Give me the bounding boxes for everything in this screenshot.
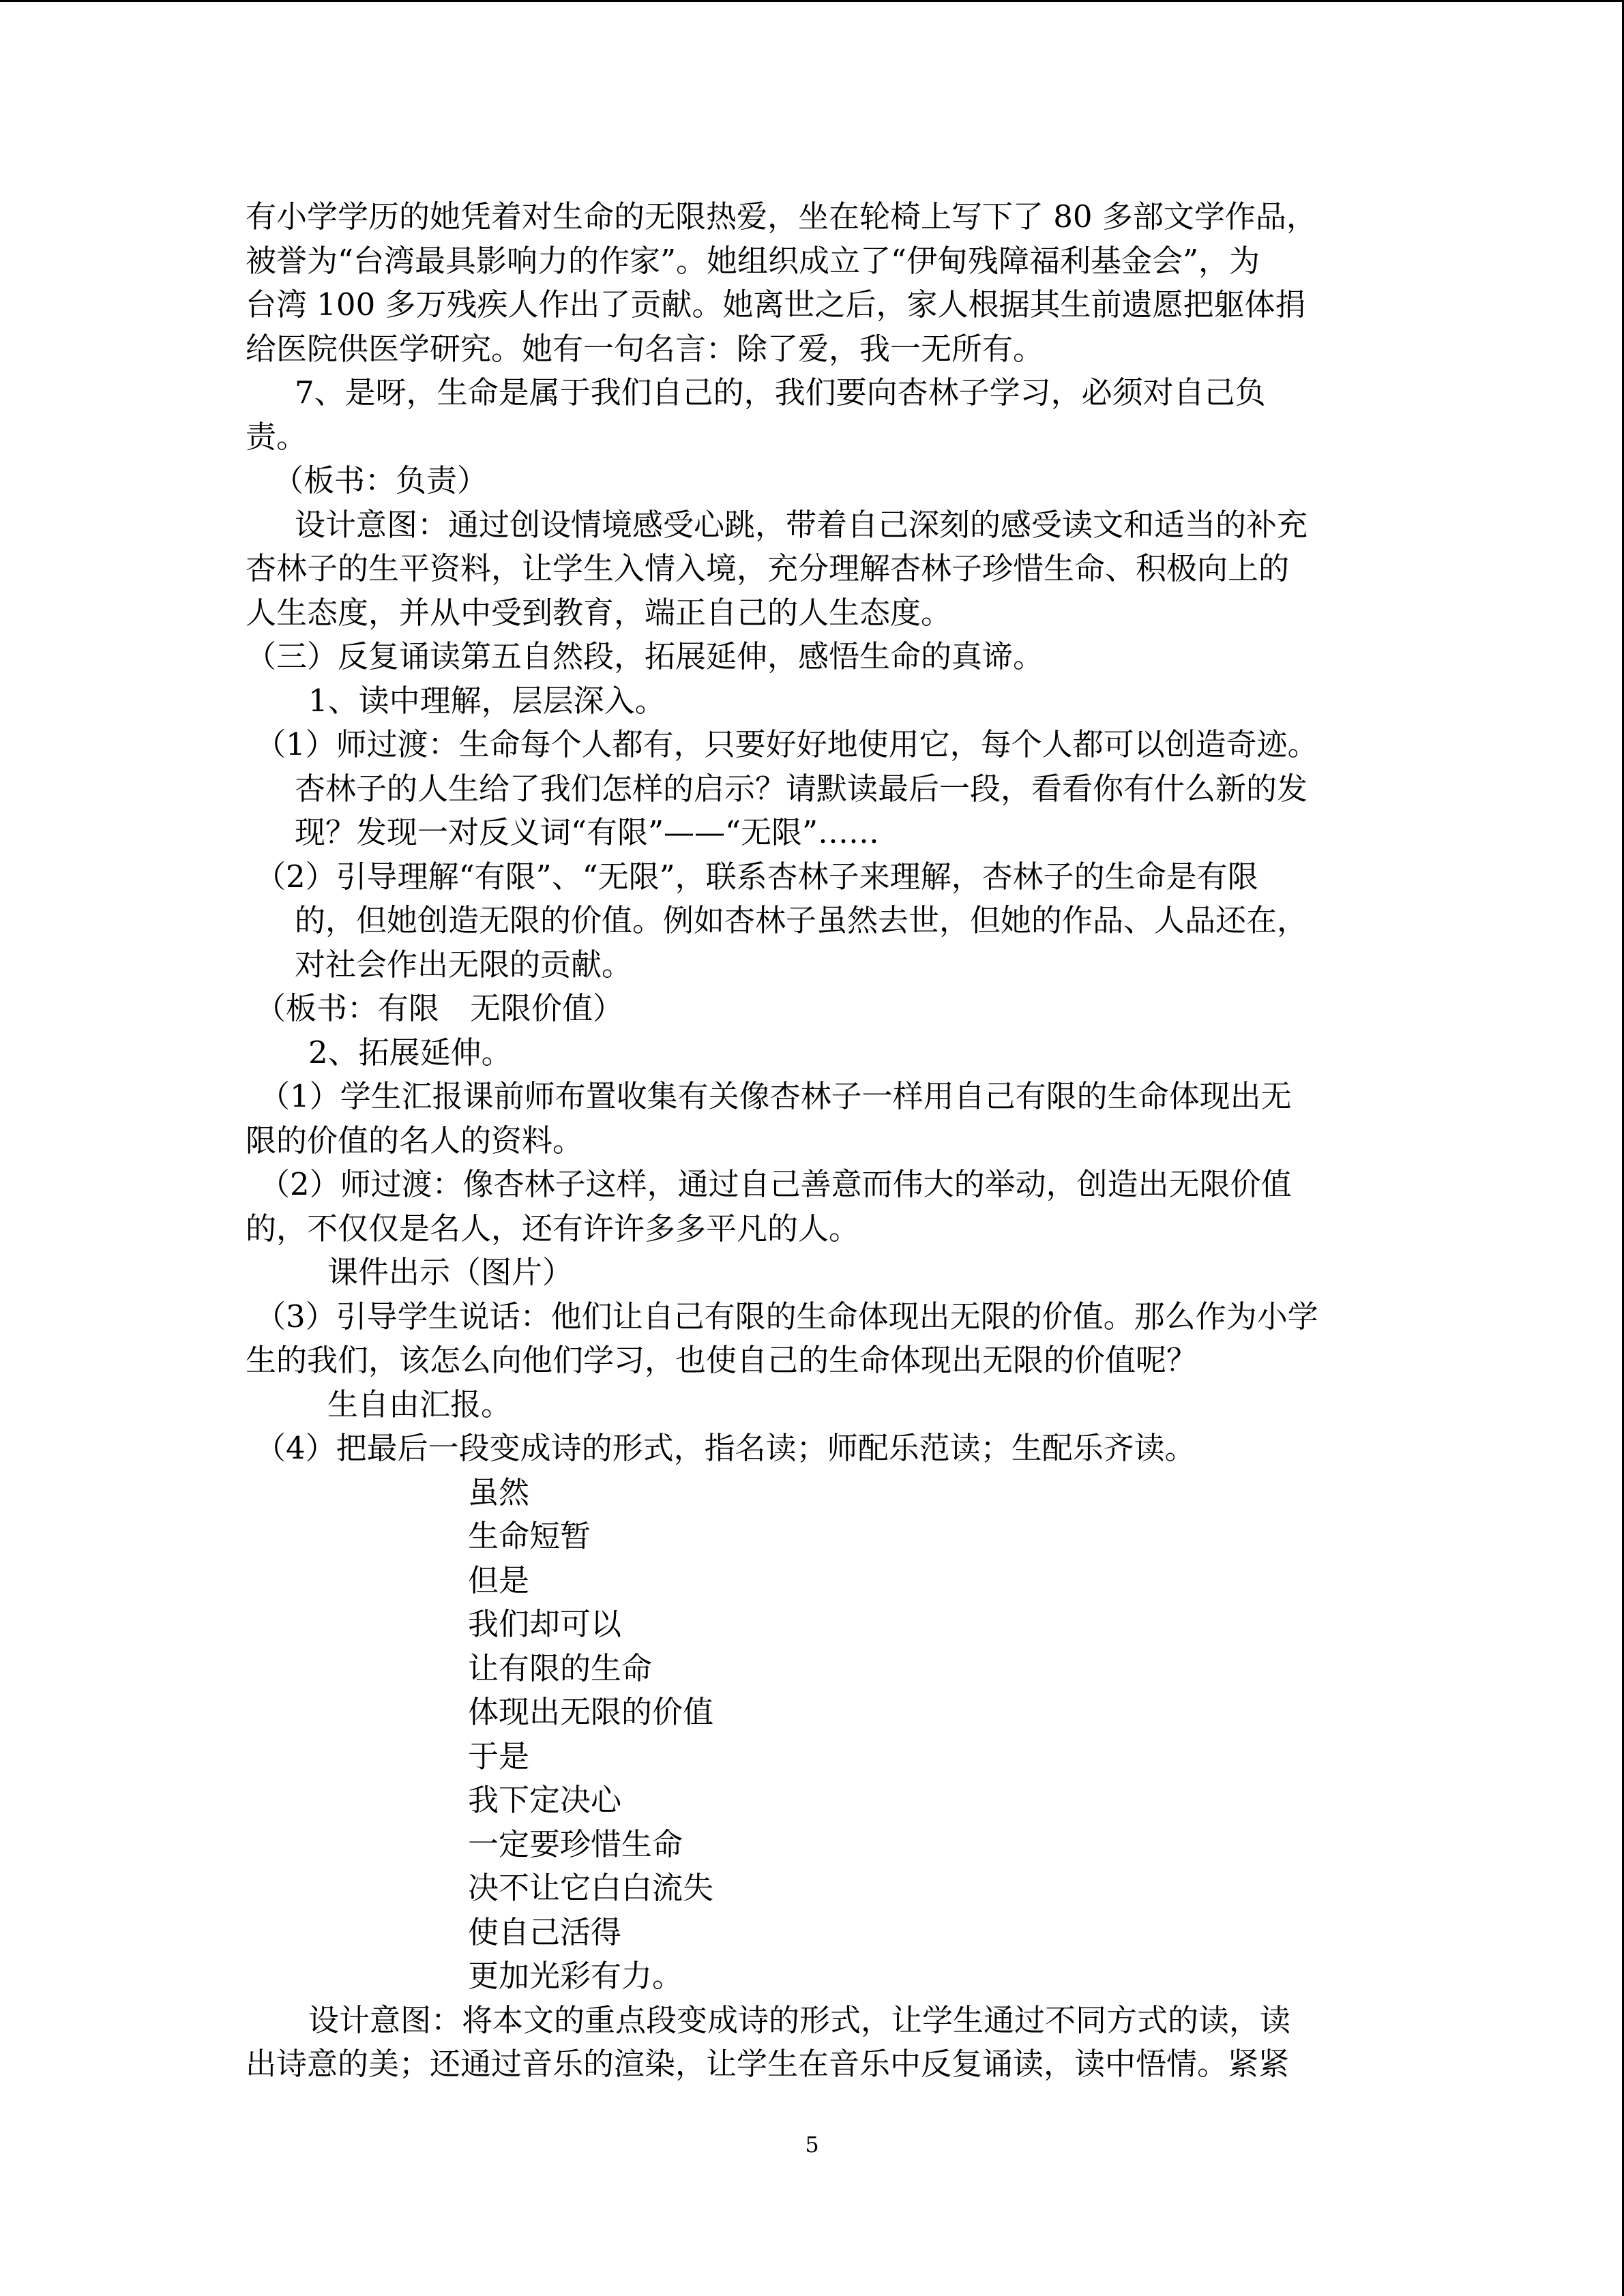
- poem-line: 但是: [468, 1562, 530, 1598]
- poem-line: 一定要珍惜生命: [468, 1826, 683, 1862]
- text-line: 设计意图：将本文的重点段变成诗的形式，让学生通过不同方式的读，读: [308, 2002, 1291, 2038]
- text-line: 杏林子的人生给了我们怎样的启示？请默读最后一段，看看你有什么新的发: [295, 771, 1308, 807]
- poem-line: 决不让它白白流失: [468, 1870, 714, 1906]
- section-heading: （三）反复诵读第五自然段，拓展延伸，感悟生命的真谛。: [246, 638, 1044, 674]
- text-line: （2）师过渡：像杏林子这样，通过自己善意而伟大的举动，创造出无限价值: [259, 1166, 1292, 1202]
- text-line: 现？发现一对反义词“有限”——“无限”……: [295, 814, 880, 850]
- poem-line: 使自己活得: [468, 1914, 622, 1950]
- text-line: 给医院供医学研究。她有一句名言：除了爱，我一无所有。: [246, 331, 1044, 367]
- text-line: 对社会作出无限的贡献。: [295, 946, 633, 983]
- text-line: 杏林子的生平资料，让学生入情入境，充分理解杏林子珍惜生命、积极向上的: [246, 550, 1290, 586]
- text-line: 7、是呀，生命是属于我们自己的，我们要向杏林子学习，必须对自己负: [295, 374, 1266, 411]
- poem-line: 虽然: [468, 1474, 530, 1510]
- text-line: 台湾 100 多万残疾人作出了贡献。她离世之后，家人根据其生前遗愿把躯体捐: [246, 286, 1306, 323]
- poem-line: 体现出无限的价值: [468, 1694, 714, 1730]
- text-line: 限的价值的名人的资料。: [246, 1122, 584, 1159]
- text-line: （3）引导学生说话：他们让自己有限的生命体现出无限的价值。那么作为小学: [255, 1298, 1318, 1335]
- text-line: 被誉为“台湾最具影响力的作家”。她组织成立了“伊甸残障福利基金会”，为: [246, 243, 1260, 279]
- text-line: 生自由汇报。: [327, 1386, 512, 1422]
- board-note: （板书：负责）: [273, 462, 488, 498]
- text-line: （1）学生汇报课前师布置收集有关像杏林子一样用自己有限的生命体现出无: [259, 1078, 1292, 1114]
- text-line: （1）师过渡：生命每个人都有，只要好好地使用它，每个人都可以创造奇迹。: [255, 726, 1318, 762]
- text-line: （4）把最后一段变成诗的形式，指名读；师配乐范读；生配乐齐读。: [255, 1430, 1196, 1466]
- text-line: 责。: [246, 419, 308, 455]
- subsection-heading: 2、拓展延伸。: [308, 1034, 512, 1071]
- text-line: 的，但她创造无限的价值。例如杏林子虽然去世，但她的作品、人品还在，: [295, 902, 1308, 938]
- text-line: 人生态度，并从中受到教育，端正自己的人生态度。: [246, 595, 952, 631]
- poem-line: 我们却可以: [468, 1606, 622, 1642]
- poem-line: 让有限的生命: [468, 1650, 653, 1686]
- text-line: 的，不仅仅是名人，还有许许多多平凡的人。: [246, 1210, 860, 1247]
- poem-line: 于是: [468, 1738, 530, 1774]
- text-line: 设计意图：通过创设情境感受心跳，带着自己深刻的感受读文和适当的补充: [295, 507, 1308, 543]
- board-note: （板书：有限 无限价值）: [255, 990, 624, 1026]
- text-line: 生的我们，该怎么向他们学习，也使自己的生命体现出无限的价值呢？: [246, 1342, 1198, 1378]
- poem-line: 生命短暂: [468, 1518, 591, 1554]
- text-line: （2）引导理解“有限”、“无限”，联系杏林子来理解，杏林子的生命是有限: [255, 859, 1258, 895]
- text-line: 有小学学历的她凭着对生命的无限热爱，坐在轮椅上写下了 80 多部文学作品，: [246, 198, 1317, 235]
- subsection-heading: 1、读中理解，层层深入。: [308, 683, 666, 719]
- poem-line: 更加光彩有力。: [468, 1958, 683, 1994]
- poem-line: 我下定决心: [468, 1782, 622, 1818]
- text-line: 课件出示（图片）: [327, 1254, 574, 1290]
- text-line: 出诗意的美；还通过音乐的渲染，让学生在音乐中反复诵读，读中悟情。紧紧: [246, 2046, 1290, 2082]
- page-top-border: [0, 0, 1624, 2]
- page-number: 5: [805, 2132, 819, 2158]
